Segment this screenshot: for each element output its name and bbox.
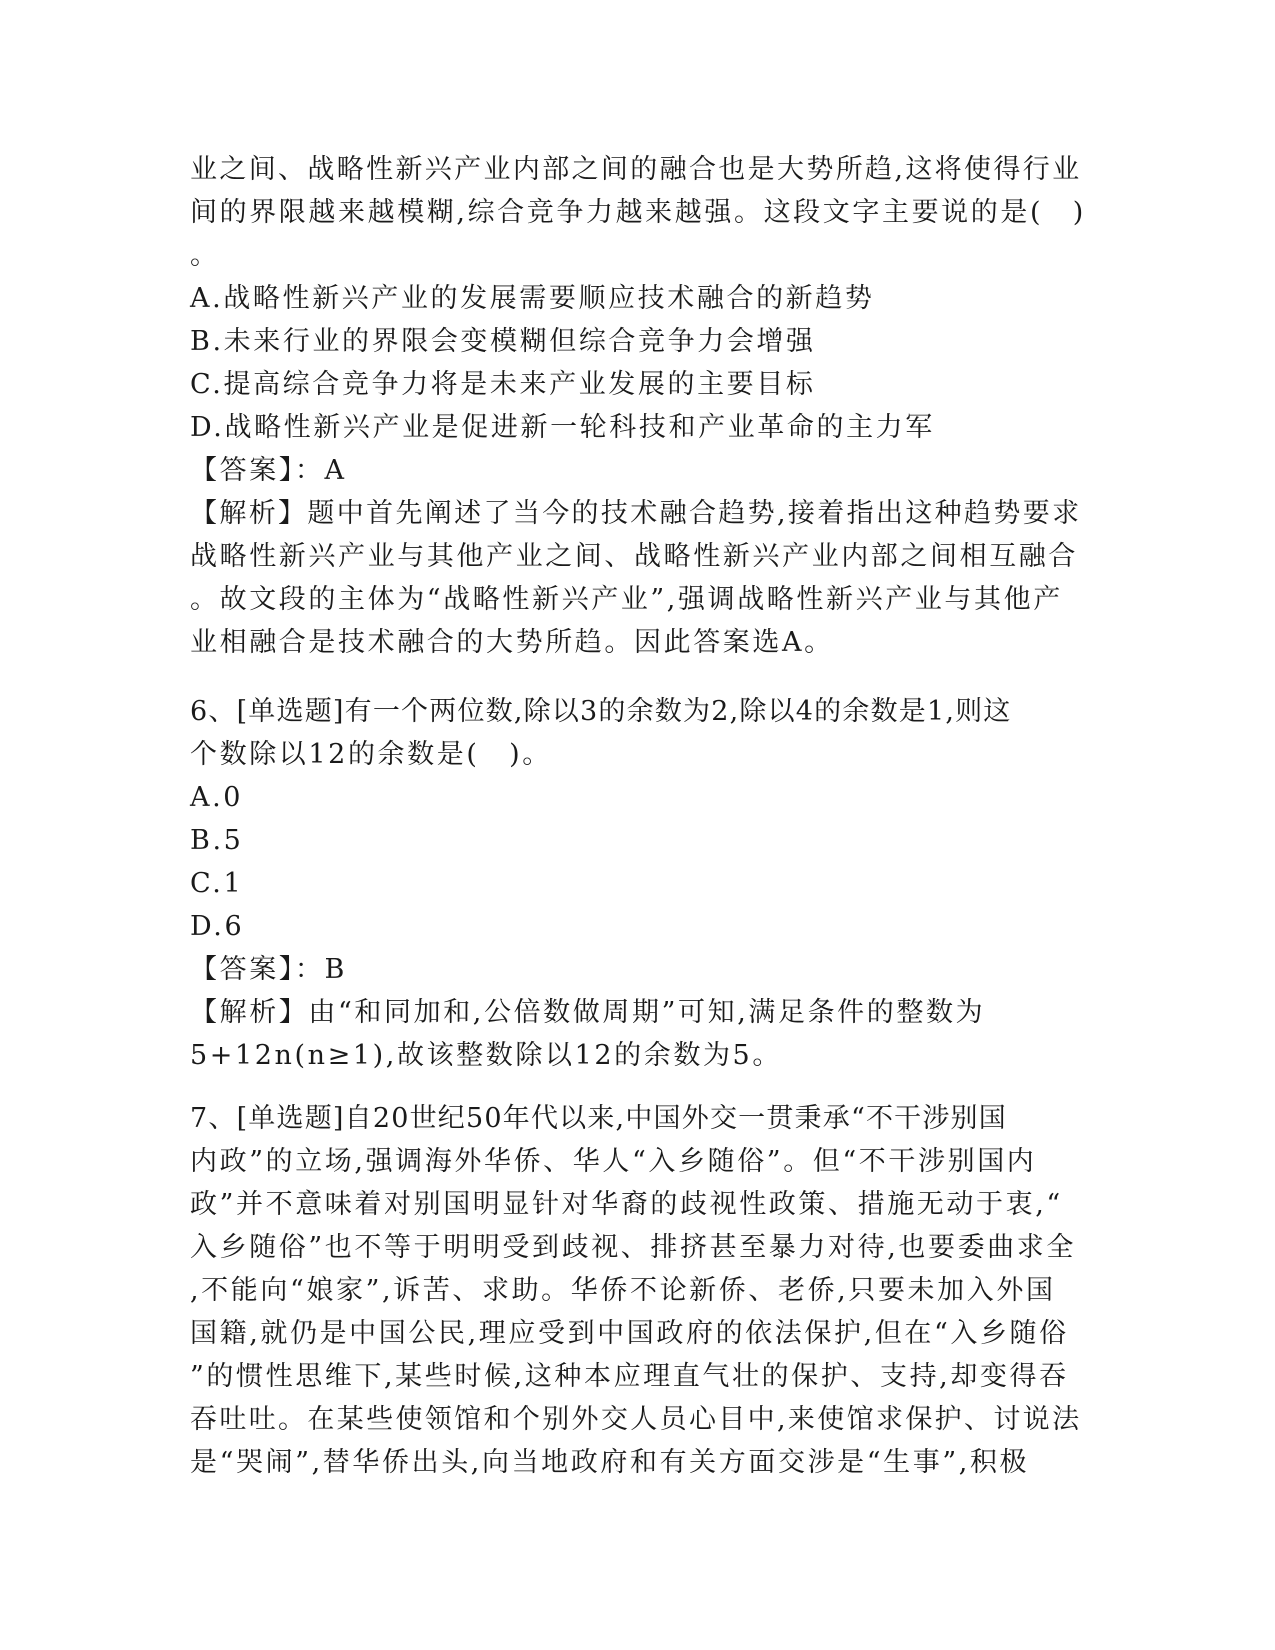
option-a: A.0 — [190, 782, 244, 813]
option-b: B.未来行业的界限会变模糊但综合竞争力会增强 — [190, 326, 816, 357]
question-6-stem-line: 个数除以12的余数是( )。 — [190, 739, 552, 770]
analysis-line: 。故文段的主体为“战略性新兴产业”,强调战略性新兴产业与其他产 — [190, 584, 1063, 615]
option-c: C.提高综合竞争力将是未来产业发展的主要目标 — [190, 369, 816, 400]
option-c: C.1 — [190, 868, 244, 899]
question-7-stem-line: 7、[单选题]自20世纪50年代以来,中国外交一贯秉承“不干涉别国 — [190, 1103, 1007, 1134]
question-7-stem-line: 内政”的立场,强调海外华侨、华人“入乡随俗”。但“不干涉别国内 — [190, 1146, 1037, 1177]
question-5-stem-line: 间的界限越来越模糊,综合竞争力越来越强。这段文字主要说的是( ) — [190, 197, 1086, 228]
answer-line: 【答案】：A — [190, 455, 347, 486]
analysis-line: 【解析】由“和同加和,公倍数做周期”可知,满足条件的整数为 — [190, 997, 986, 1028]
question-7-stem-line: 是“哭闹”,替华侨出头,向当地政府和有关方面交涉是“生事”,积极 — [190, 1447, 1030, 1478]
analysis-line: 业相融合是技术融合的大势所趋。因此答案选A。 — [190, 627, 834, 658]
question-5-stem-line: 。 — [190, 240, 220, 271]
question-7-stem-line: ”的惯性思维下,某些时候,这种本应理直气壮的保护、支持,却变得吞 — [190, 1361, 1069, 1392]
question-7-block — [190, 1097, 1085, 1484]
option-a: A.战略性新兴产业的发展需要顺应技术融合的新趋势 — [190, 283, 875, 314]
question-6-block — [190, 690, 1085, 1077]
analysis-line: 5+12n(n≥1),故该整数除以12的余数为5。 — [190, 1040, 782, 1071]
question-7-stem-line: 吞吐吐。在某些使领馆和个别外交人员心目中,来使馆求保护、讨说法 — [190, 1404, 1082, 1435]
analysis-line: 【解析】题中首先阐述了当今的技术融合趋势,接着指出这种趋势要求 — [190, 498, 1082, 529]
question-7-stem-line: 政”并不意味着对别国明显针对华裔的歧视性政策、措施无动于衷,“ — [190, 1189, 1063, 1220]
question-7-stem-line: 入乡随俗”也不等于明明受到歧视、排挤甚至暴力对待,也要委曲求全 — [190, 1232, 1076, 1263]
question-5-block — [190, 148, 1085, 664]
option-d: D.战略性新兴产业是促进新一轮科技和产业革命的主力军 — [190, 412, 935, 443]
option-b: B.5 — [190, 825, 244, 856]
question-6-stem-line: 6、[单选题]有一个两位数,除以3的余数为2,除以4的余数是1,则这 — [190, 696, 1012, 727]
question-7-stem-line: ,不能向“娘家”,诉苦、求助。华侨不论新侨、老侨,只要未加入外国 — [190, 1275, 1056, 1306]
analysis-line: 战略性新兴产业与其他产业之间、战略性新兴产业内部之间相互融合 — [190, 541, 1078, 572]
answer-line: 【答案】：B — [190, 954, 347, 985]
question-7-stem-line: 国籍,就仍是中国公民,理应受到中国政府的依法保护,但在“入乡随俗 — [190, 1318, 1069, 1349]
option-d: D.6 — [190, 911, 245, 942]
question-5-stem-line: 业之间、战略性新兴产业内部之间的融合也是大势所趋,这将使得行业 — [190, 154, 1082, 185]
